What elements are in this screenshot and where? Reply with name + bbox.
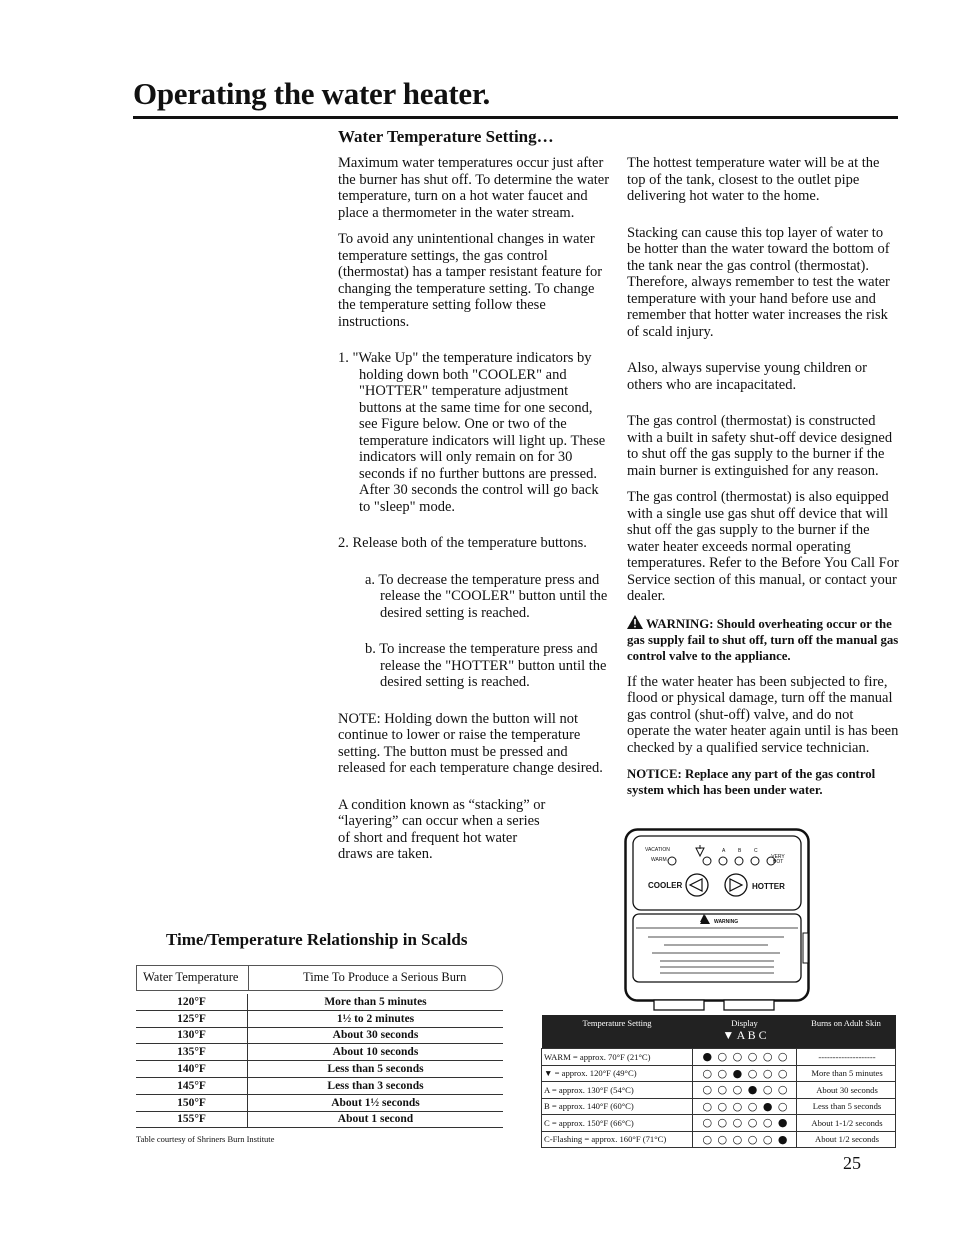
warning-triangle-icon [627, 615, 643, 629]
stacking-paragraph: A condition known as “stacking” or “layering” can occur when a series of short and frequent hot water draws are taken. [338, 796, 546, 862]
fig-b-label: B [738, 848, 742, 854]
section-heading: Water Temperature Setting… [338, 127, 554, 146]
scald-col-time: Time To Produce a Serious Burn [303, 970, 467, 984]
fig-warning-triangle-icon [700, 915, 710, 924]
table-row: 125°F 1½ to 2 minutes [136, 1010, 503, 1027]
table-row: 150°F About 1½ seconds [136, 1094, 503, 1111]
title-rule [133, 116, 898, 119]
page-title: Operating the water heater. [133, 76, 490, 111]
fig-very-hot-label: VERY HOT [771, 854, 785, 865]
display-abc-label: ▼ A B C [722, 1028, 767, 1042]
fig-a-label: A [722, 848, 726, 854]
left-paragraph-2: To avoid any unintentional changes in water temperature settings, the gas control (thermostat) has a tamper resistant feature for changing the temperature setting. To change the temperature setting follow these instructions. [338, 231, 603, 330]
right-paragraph-2: Stacking can cause this top layer of water to be hotter than the water toward the bottom of the tank near the gas control (thermostat). Therefore, always remember to test the water temperature with your hand before use and remember that hotter water increases the risk of scald injury. [627, 224, 890, 340]
display-col-display: Display ▼ A B C [693, 1015, 797, 1049]
table-row: C = approx. 150°F (66°C) ○ ○ ○ ○ ○ ● About 1-1/2 seconds [542, 1115, 896, 1132]
scald-heading: Time/Temperature Relationship in Scalds [166, 930, 468, 949]
table-row: 145°F Less than 3 seconds [136, 1077, 503, 1094]
fig-c-label: C [754, 848, 758, 854]
fig-warm-label: WARM [651, 857, 667, 863]
scald-col-temp: Water Temperature [143, 970, 239, 984]
scald-table [136, 965, 503, 1128]
fig-vacation-label: VACATION [645, 847, 670, 853]
table-row: 140°F Less than 5 seconds [136, 1061, 503, 1078]
right-paragraph-1: The hottest temperature water will be at the top of the tank, closest to the outlet pipe delivering hot water to the home. [627, 155, 880, 204]
step-2a: a. To decrease the temperature press and release the "COOLER" button until the desired setting is reached. [365, 571, 608, 621]
left-paragraph-1: Maximum water temperatures occur just after the burner has shut off. To determine the water temperature, turn on a hot water faucet and place a thermometer in the water stream. [338, 155, 610, 221]
table-row: WARM = approx. 70°F (21°C) ● ○ ○ ○ ○ ○ -------------------- [542, 1049, 896, 1066]
fig-warning-label: WARNING [714, 919, 739, 925]
fig-cooler-label: COOLER [648, 881, 683, 890]
scald-table-body [136, 994, 503, 1128]
left-column [338, 155, 610, 873]
display-col-setting: Temperature Setting [542, 1015, 693, 1049]
table-row: 130°F About 30 seconds [136, 1027, 503, 1044]
note-paragraph: NOTE: Holding down the button will not continue to lower or raise the temperature setting. The button must be pressed and released for each temperature change desired. [338, 710, 603, 776]
table-row: 155°F About 1 second [136, 1111, 503, 1128]
right-paragraph-6: If the water heater has been subjected to fire, flood or physical damage, turn off the manual gas control (shut-off) valve, and do not operate the water heater again until is has been checked by a qualified service technician. [627, 673, 899, 756]
table-row: 135°F About 10 seconds [136, 1044, 503, 1061]
right-paragraph-3: Also, always supervise young children or others who are incapacitated. [627, 360, 868, 393]
step-1: 1. "Wake Up" the temperature indicators by holding down both "COOLER" and "HOTTER" temperature adjustment buttons at the same time for one second, see Figure below. One or two of the temperature indicators will light up. These indicators will only remain on for 30 seconds if no further buttons are pressed. After 30 seconds the control will go back to "sleep" mode. [338, 350, 606, 515]
notice-text: NOTICE: Replace any part of the gas control system which has been under water. [627, 767, 876, 797]
page-number: 25 [843, 1153, 861, 1173]
scald-table-header [136, 965, 503, 991]
display-col-burns: Burns on Adult Skin [797, 1015, 896, 1049]
step-2: 2. Release both of the temperature buttons. [338, 535, 587, 551]
fig-hotter-label: HOTTER [752, 882, 785, 891]
warning-text: WARNING: Should overheating occur or the gas supply fail to shut off, turn off the manual gas control valve to the appliance. [627, 616, 899, 663]
table-row: C-Flashing = approx. 160°F (71°C) ○ ○ ○ ○ ○ ● About 1/2 seconds [542, 1131, 896, 1148]
scald-table-credit: Table courtesy of Shriners Burn Institute [136, 1134, 275, 1144]
table-row: ▼ = approx. 120°F (49°C) ○ ○ ● ○ ○ ○ More than 5 minutes [542, 1065, 896, 1082]
display-table [541, 1015, 896, 1148]
table-row: B = approx. 140°F (60°C) ○ ○ ○ ○ ● ○ Less than 5 seconds [542, 1098, 896, 1115]
table-row: A = approx. 130°F (54°C) ○ ○ ○ ● ○ ○ About 30 seconds [542, 1082, 896, 1099]
table-row: 120°F More than 5 minutes [136, 994, 503, 1010]
step-2b: b. To increase the temperature press and release the "HOTTER" button until the desired setting is reached. [365, 641, 607, 690]
right-paragraph-5: The gas control (thermostat) is also equipped with a single use gas shut off device that will shut off the gas supply to the burner if the water heater exceeds normal operating temperatures. Refer to the Before You Call For Service section of this manual, or contact your dealer. [627, 489, 899, 604]
right-paragraph-4: The gas control (thermostat) is constructed with a built in safety shut-off device designed to shut off the gas supply to the burner if the main burner is extinguished for any reason. [627, 413, 893, 479]
right-column [627, 155, 899, 808]
